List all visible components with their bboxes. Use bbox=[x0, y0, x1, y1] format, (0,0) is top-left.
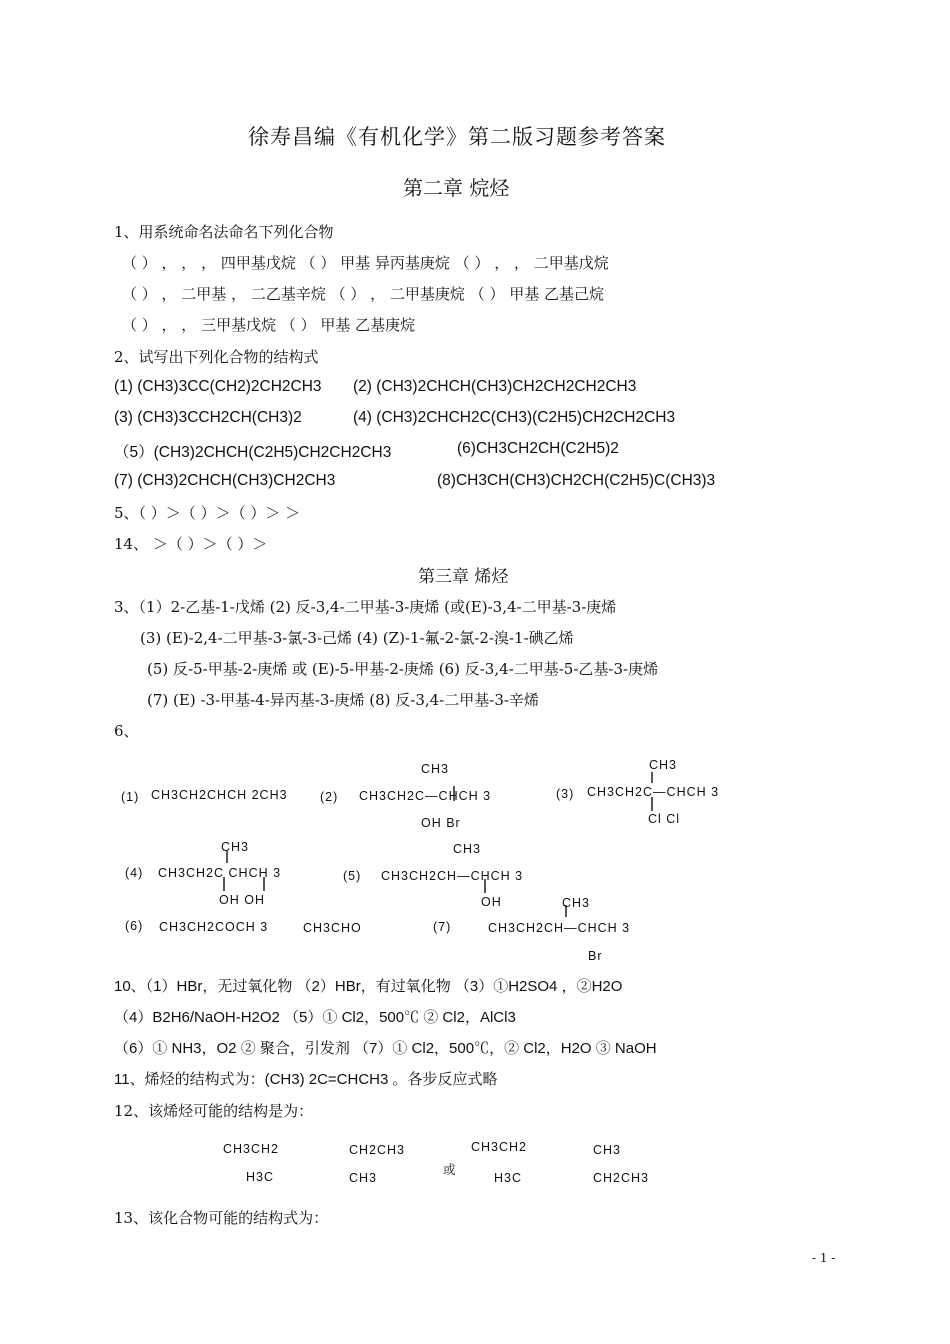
q12-or: 或 bbox=[443, 1163, 457, 1177]
struct-5-number: (5) bbox=[343, 869, 362, 883]
q12-struct-d-bottom: CH2CH3 bbox=[593, 1171, 650, 1185]
struct-5-formula: CH3CH2CH—CHCH 3 bbox=[381, 869, 524, 883]
struct-2-top: CH3 bbox=[421, 762, 450, 776]
q12-struct-b-top: CH2CH3 bbox=[349, 1143, 406, 1157]
struct-4-bottom: OH OH bbox=[219, 893, 265, 907]
struct-2-formula: CH3CH2C—CHCH 3 bbox=[359, 789, 492, 803]
q2-formula-1: (1) (CH3)3CC(CH2)2CH2CH3 bbox=[114, 378, 322, 395]
q12-struct-c-bottom: H3C bbox=[494, 1171, 523, 1185]
struct-5-top: CH3 bbox=[453, 842, 482, 856]
q10-line-3: （6）① NH3，O2 ② 聚合，引发剂 （7）① Cl2，500℃，② Cl2，H2O ③ NaOH bbox=[114, 1040, 657, 1057]
struct-4-top: CH3 bbox=[221, 840, 250, 854]
q12-struct-b-bottom: CH3 bbox=[349, 1171, 378, 1185]
struct-1-number: (1) bbox=[121, 790, 140, 804]
struct-6-formula-b: CH3CHO bbox=[303, 921, 362, 935]
struct-2-number: (2) bbox=[320, 790, 339, 804]
q12-struct-d-top: CH3 bbox=[593, 1143, 622, 1157]
q2-formula-3: (3) (CH3)3CCH2CH(CH3)2 bbox=[114, 409, 302, 426]
q5-answer: 5、（ ）＞（ ）＞（ ）＞ ＞ bbox=[114, 504, 301, 522]
q2-formula-4: (4) (CH3)2CHCH2C(CH3)(C2H5)CH2CH2CH3 bbox=[353, 409, 676, 426]
q2-formula-2: (2) (CH3)2CHCH(CH3)CH2CH2CH2CH3 bbox=[353, 378, 637, 395]
struct-5-bottom: OH bbox=[481, 895, 502, 909]
q11-answer: 11、烯烃的结构式为：(CH3) 2C=CHCH3 。各步反应式略 bbox=[114, 1071, 498, 1088]
q10-line-1: 10、（1）HBr，无过氧化物 （2）HBr，有过氧化物 （3）①H2SO4 ，②H2O bbox=[114, 978, 623, 995]
q12-struct-c-top: CH3CH2 bbox=[471, 1140, 528, 1154]
chapter-2-heading: 第二章 烷烃 bbox=[403, 176, 510, 200]
struct-4-formula: CH3CH2C CHCH 3 bbox=[158, 866, 282, 880]
struct-4-number: (4) bbox=[125, 866, 144, 880]
q12-struct-a-bottom: H3C bbox=[246, 1170, 275, 1184]
struct-7-number: (7) bbox=[433, 920, 452, 934]
q2-formula-8: (8)CH3CH(CH3)CH2CH(C2H5)C(CH3)3 bbox=[437, 472, 716, 489]
q1-answer-line-1: （ ） ， ， ， 四甲基戊烷 （ ） 甲基 异丙基庚烷 （ ） ， ， 二甲基戊烷 bbox=[122, 254, 609, 272]
struct-7-formula: CH3CH2CH—CHCH 3 bbox=[488, 921, 631, 935]
struct-6-number: (6) bbox=[125, 919, 144, 933]
q13-heading: 13、该化合物可能的结构式为： bbox=[114, 1209, 329, 1227]
q6-heading: 6、 bbox=[114, 722, 139, 740]
struct-7-top: CH3 bbox=[562, 896, 591, 910]
q2-formula-6: (6)CH3CH2CH(C2H5)2 bbox=[457, 440, 619, 457]
q12-heading: 12、该烯烃可能的结构是为： bbox=[114, 1102, 314, 1120]
q2-heading: 2、试写出下列化合物的结构式 bbox=[114, 348, 319, 366]
struct-3-formula: CH3CH2C—CHCH 3 bbox=[587, 785, 720, 799]
struct-1-formula: CH3CH2CHCH 2CH3 bbox=[151, 788, 288, 802]
q3-line-4: (7) (E) -3-甲基-4-异丙基-3-庚烯 (8) 反-3,4-二甲基-3-辛烯 bbox=[147, 691, 539, 709]
struct-3-number: (3) bbox=[556, 787, 575, 801]
q10-line-2: （4）B2H6/NaOH-H2O2 （5）① Cl2，500℃ ② Cl2，AlCl3 bbox=[114, 1009, 516, 1026]
page-number: - 1 - bbox=[812, 1251, 836, 1265]
q1-heading: 1、用系统命名法命名下列化合物 bbox=[114, 223, 334, 241]
chapter-3-heading: 第三章 烯烃 bbox=[418, 567, 509, 587]
q12-struct-a-top: CH3CH2 bbox=[223, 1142, 280, 1156]
struct-6-formula-a: CH3CH2COCH 3 bbox=[159, 920, 269, 934]
struct-2-bottom: OH Br bbox=[421, 816, 461, 830]
struct-3-bottom: Cl Cl bbox=[648, 812, 681, 826]
struct-3-top: CH3 bbox=[649, 758, 678, 772]
q3-line-1: 3、（1）2-乙基-1-戊烯 (2) 反-3,4-二甲基-3-庚烯 (或(E)-3,4-二甲基-3-庚烯 bbox=[114, 598, 617, 616]
q3-line-2: (3) (E)-2,4-二甲基-3-氯-3-己烯 (4) (Z)-1-氟-2-氯-2-溴-1-碘乙烯 bbox=[140, 629, 574, 647]
struct-7-bottom: Br bbox=[588, 949, 603, 963]
q3-line-3: (5) 反-5-甲基-2-庚烯 或 (E)-5-甲基-2-庚烯 (6) 反-3,4-二甲基-5-乙基-3-庚烯 bbox=[147, 660, 659, 678]
q2-formula-7: (7) (CH3)2CHCH(CH3)CH2CH3 bbox=[114, 472, 336, 489]
page-title: 徐寿昌编《有机化学》第二版习题参考答案 bbox=[248, 125, 666, 149]
q14-answer: 14、 ＞（ ）＞（ ）＞ bbox=[114, 535, 268, 553]
q1-answer-line-2: （ ） ， 二甲基 ， 二乙基辛烷 （ ） ， 二甲基庚烷 （ ） 甲基 乙基己烷 bbox=[122, 285, 604, 303]
q1-answer-line-3: （ ） ， ， 三甲基戊烷 （ ） 甲基 乙基庚烷 bbox=[122, 316, 416, 334]
q2-formula-5: （5）(CH3)2CHCH(C2H5)CH2CH2CH3 bbox=[114, 444, 392, 461]
